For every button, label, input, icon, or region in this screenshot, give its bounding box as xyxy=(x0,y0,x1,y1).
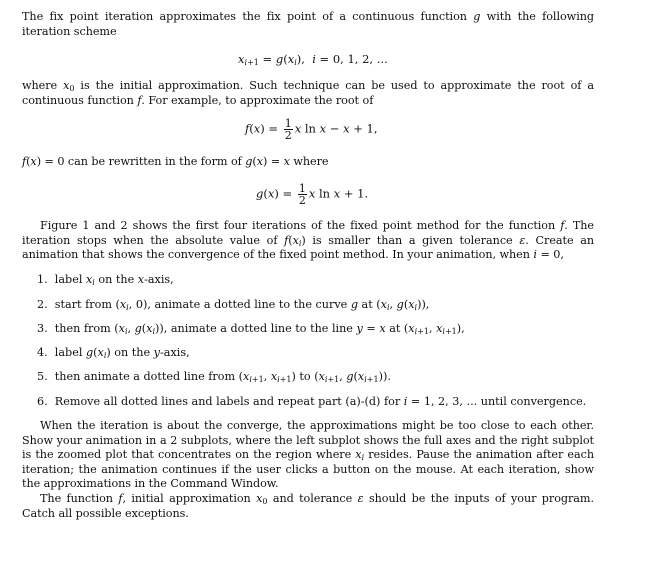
list-item: 5. then animate a dotted line from ($x_{i+1}$, $x_{i+1}$) to ($x_{i+1}$, $g(x_{i+1})$). xyxy=(37,370,391,384)
paragraph-where: where $x_0$ is the initial approximation. Such technique can be used to approximate the root of a continuous function f. For example, to approximate the root of xyxy=(22,79,594,107)
paragraph-animation: When the iteration is about the converge, the approximations might be too close to each other. Show your animation in a 2 subplots, where the left subplot shows the full axes and the right subplot is the zoomed plot that concentrates on the region where $x_i$ resides. Pause the animation after each iteration; the animation continues if the user clicks a button on the mouse. At each iteration, show the approximations in the Command Window. xyxy=(22,419,594,491)
paragraph-inputs: The function f, initial approximation $x_0$ and tolerance ε should be the inputs of your program. Catch all possible exceptions. xyxy=(22,492,594,520)
paragraph-rewrite: f(x) = 0 can be rewritten in the form of g(x) = x where xyxy=(22,155,329,168)
equation-iteration: $x_{i+1} = g(x_i)$, i = 0, 1, 2, ... xyxy=(238,52,388,67)
list-item: 4. label $g(x_i)$ on the y-axis, xyxy=(37,346,190,360)
list-item: 6. Remove all dotted lines and labels and repeat part (a)-(d) for i = 1, 2, 3, ... until convergence. xyxy=(37,395,587,408)
list-item: 1. label $x_i$ on the x-axis, xyxy=(37,273,174,287)
equation-g: g(x) = $\frac{1}{2}$ x ln x + 1. xyxy=(256,182,369,207)
list-item: 2. start from ($x_i$, 0), animate a dotted line to the curve g at ($x_i$, $g(x_i)$), xyxy=(37,298,430,312)
intro-paragraph: The fix point iteration approximates the fix point of a continuous function g with the following iteration scheme xyxy=(22,10,594,38)
paragraph-figure: Figure 1 and 2 shows the first four iterations of the fixed point method for the function f. The iteration stops when the absolute value of $f(x_i)$ is smaller than a given tolerance ε. Create an animation that shows the convergence of the fixed point method. In your animation, when i = 0, xyxy=(22,219,595,262)
equation-f: f(x) = $\frac{1}{2}$ x ln x − x + 1, xyxy=(245,117,378,142)
list-item: 3. then from ($x_i$, $g(x_i)$), animate a dotted line to the line y = x at ($x_{i+1}$, $x_{i+1}$), xyxy=(37,322,465,336)
